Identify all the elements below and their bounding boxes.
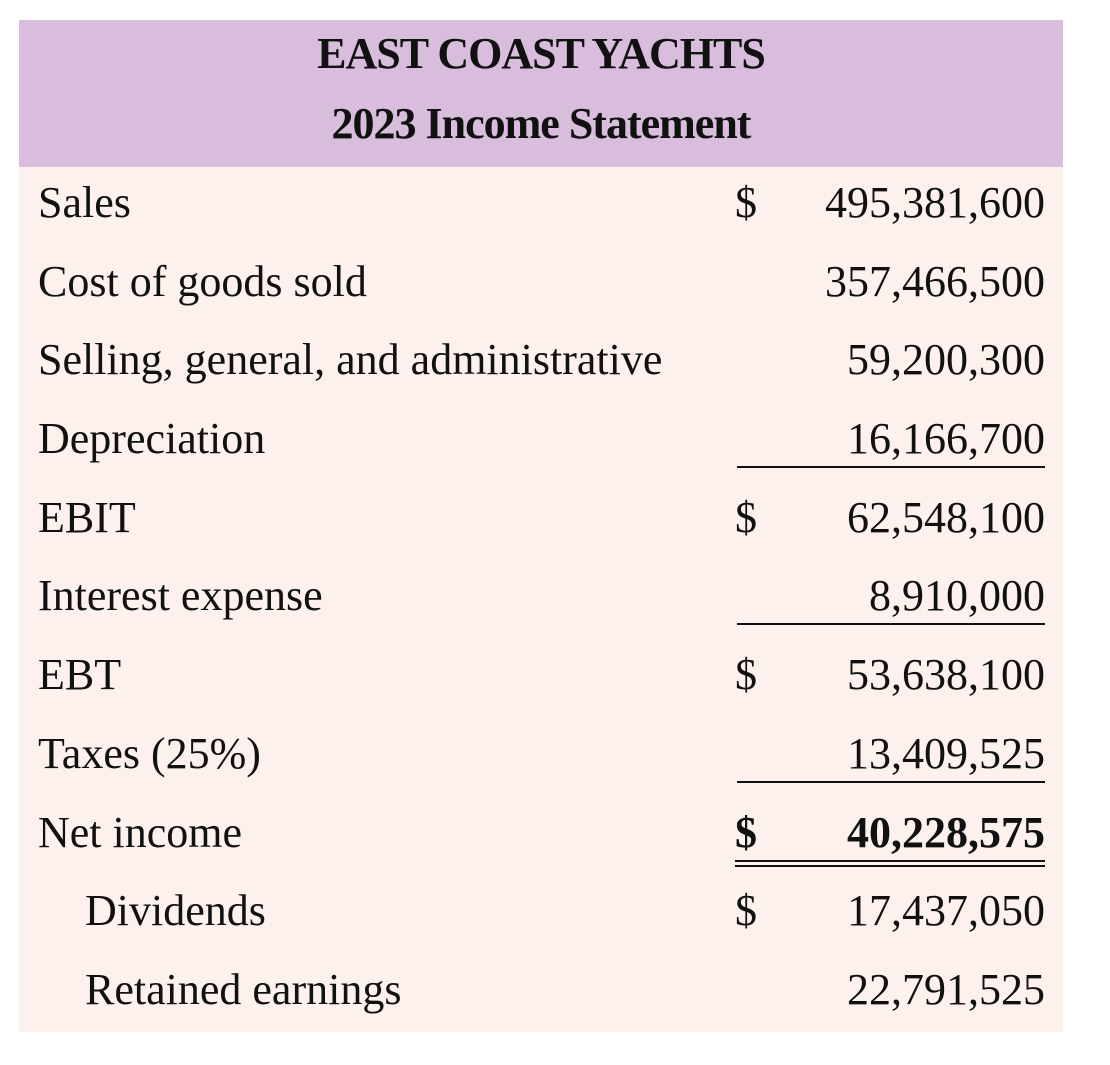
company-name: EAST COAST YACHTS — [317, 29, 765, 78]
row-label: Net income — [38, 807, 243, 857]
currency-symbol: $ — [735, 650, 757, 700]
row-net-income — [19, 797, 1063, 876]
row-depreciation — [19, 403, 1063, 482]
row-label: Dividends — [85, 886, 266, 936]
row-amount: 59,200,300 — [847, 335, 1045, 385]
row-label: Sales — [38, 178, 131, 227]
row-interest-expense — [19, 560, 1063, 639]
row-amount: 17,437,050 — [847, 886, 1045, 936]
row-ebt — [19, 639, 1063, 718]
row-label: Interest expense — [38, 571, 323, 621]
row-sales — [19, 167, 1063, 246]
row-dividends — [19, 875, 1063, 954]
row-amount: 62,548,100 — [847, 492, 1045, 542]
row-amount: 495,381,600 — [825, 178, 1045, 227]
row-amount: 40,228,575 — [847, 807, 1045, 857]
statement-title: 2023 Income Statement — [331, 99, 751, 148]
row-label: Retained earnings — [85, 964, 402, 1014]
row-ebit — [19, 482, 1063, 561]
row-amount: 16,166,700 — [847, 414, 1045, 464]
row-amount: 8,910,000 — [869, 571, 1045, 621]
row-amount: 13,409,525 — [847, 728, 1045, 778]
currency-symbol: $ — [735, 178, 757, 227]
row-label: Selling, general, and administrative — [38, 335, 663, 385]
row-label: Cost of goods sold — [38, 256, 367, 306]
row-amount: 22,791,525 — [847, 964, 1045, 1014]
row-amount: 357,466,500 — [825, 256, 1045, 306]
currency-symbol: $ — [735, 492, 757, 542]
row-label: EBT — [38, 650, 122, 700]
currency-symbol: $ — [735, 886, 757, 936]
income-statement-table — [19, 20, 1063, 1032]
currency-symbol: $ — [735, 807, 757, 857]
row-amount: 53,638,100 — [847, 650, 1045, 700]
statement-header — [19, 20, 1063, 167]
total-double-rule — [735, 860, 1045, 867]
row-sga — [19, 324, 1063, 403]
row-label: Taxes (25%) — [38, 728, 261, 778]
row-retained-earnings — [19, 954, 1063, 1033]
row-label: Depreciation — [38, 414, 266, 464]
subtotal-rule — [737, 781, 1045, 783]
row-cost-of-goods-sold — [19, 246, 1063, 325]
subtotal-rule — [737, 623, 1045, 625]
subtotal-rule — [737, 466, 1045, 468]
row-label: EBIT — [38, 492, 136, 542]
row-taxes — [19, 718, 1063, 797]
